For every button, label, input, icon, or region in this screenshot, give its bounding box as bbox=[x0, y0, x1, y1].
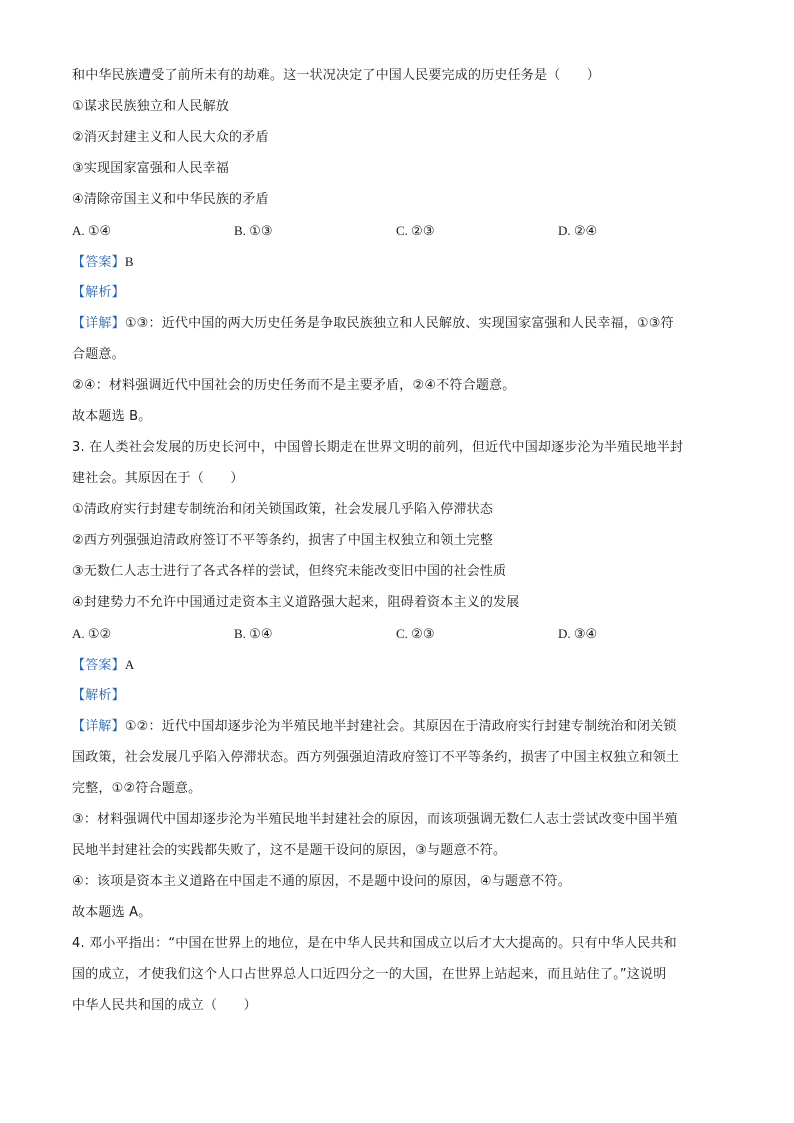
q2-item-4: ④清除帝国主义和中华民族的矛盾 bbox=[72, 192, 269, 207]
q2-option-b: B. ①③ bbox=[234, 223, 273, 238]
q3-stem-line-1: 3. 在人类社会发展的历史长河中，中国曾长期走在世界文明的前列，但近代中国却逐步沦为半殖民地半封 bbox=[72, 440, 684, 455]
q3-detail-line-2: 国政策，社会发展几乎陷入停滞状态。西方列强强迫清政府签订不平等条约，损害了中国主权独立和领土 bbox=[72, 750, 680, 765]
q3-answer bbox=[72, 649, 722, 680]
answer-value: A bbox=[124, 657, 135, 672]
q3-option-b: B. ①④ bbox=[234, 626, 273, 641]
q3-item-4: ④封建势力不允许中国通过走资本主义道路强大起来，阻碍着资本主义的发展 bbox=[72, 595, 520, 610]
detail-text: ①③：近代中国的两大历史任务是争取民族独立和人民解放、实现国家富强和人民幸福，①③符 bbox=[124, 316, 674, 331]
q2-detail-line-4: 故本题选 B。 bbox=[72, 409, 152, 424]
q3-option-a: A. ①② bbox=[72, 626, 112, 641]
q3-item-1: ①清政府实行封建专制统治和闭关锁国政策，社会发展几乎陷入停滞状态 bbox=[72, 502, 494, 517]
q2-option-a: A. ①④ bbox=[72, 223, 112, 238]
document-page bbox=[72, 60, 722, 1021]
analysis-tag: 【解析】 bbox=[72, 688, 125, 703]
q4-stem-line-3: 中华人民共和国的成立（ ） bbox=[72, 998, 257, 1013]
q3-item-2: ②西方列强强迫清政府签订不平等条约，损害了中国主权独立和领土完整 bbox=[72, 533, 494, 548]
q2-item-1: ①谋求民族独立和人民解放 bbox=[72, 99, 230, 114]
q2-stem-continuation: 和中华民族遭受了前所未有的劫难。这一状况决定了中国人民要完成的历史任务是（ ） bbox=[72, 68, 601, 83]
q3-detail-line-7: 故本题选 A。 bbox=[72, 905, 152, 920]
q2-answer bbox=[72, 246, 722, 277]
q3-detail-line-1 bbox=[72, 711, 722, 742]
q2-item-2: ②消灭封建主义和人民大众的矛盾 bbox=[72, 130, 269, 145]
answer-tag: 【答案】 bbox=[72, 658, 125, 673]
detail-text: ①②：近代中国却逐步沦为半殖民地半封建社会。其原因在于清政府实行封建专制统治和闭关锁 bbox=[124, 719, 677, 734]
q2-item-3: ③实现国家富强和人民幸福 bbox=[72, 161, 230, 176]
q3-stem-line-2: 建社会。其原因在于（ ） bbox=[72, 471, 244, 486]
q4-stem-line-1: 4. 邓小平指出：“中国在世界上的地位，是在中华人民共和国成立以后才大大提高的。只有中华人民共和 bbox=[72, 936, 677, 951]
q2-option-c: C. ②③ bbox=[396, 223, 435, 238]
q3-option-d: D. ③④ bbox=[558, 626, 598, 641]
q4-stem-line-2: 国的成立，才使我们这个人口占世界总人口近四分之一的大国，在世界上站起来，而且站住了。”这说明 bbox=[72, 967, 667, 982]
q3-detail-line-6: ④：该项是资本主义道路在中国走不通的原因，不是题中设问的原因，④与题意不符。 bbox=[72, 874, 571, 889]
q2-detail-line-1 bbox=[72, 308, 722, 339]
q2-options bbox=[72, 215, 722, 246]
answer-tag: 【答案】 bbox=[72, 255, 125, 270]
q2-detail-line-2: 合题意。 bbox=[72, 347, 125, 362]
analysis-tag: 【解析】 bbox=[72, 285, 125, 300]
q2-detail-line-3: ②④：材料强调近代中国社会的历史任务而不是主要矛盾，②④不符合题意。 bbox=[72, 378, 516, 393]
answer-value: B bbox=[124, 254, 134, 269]
q2-option-d: D. ②④ bbox=[558, 223, 598, 238]
detail-tag: 【详解】 bbox=[72, 719, 125, 734]
detail-tag: 【详解】 bbox=[72, 316, 125, 331]
q3-detail-line-4: ③：材料强调代中国却逐步沦为半殖民地半封建社会的原因，而该项强调无数仁人志士尝试改变中国半殖 bbox=[72, 812, 678, 827]
q3-detail-line-5: 民地半封建社会的实践都失败了，这不是题干设问的原因，③与题意不符。 bbox=[72, 843, 507, 858]
q3-options bbox=[72, 618, 722, 649]
q3-detail-line-3: 完整，①②符合题意。 bbox=[72, 781, 202, 796]
q3-item-3: ③无数仁人志士进行了各式各样的尝试，但终究未能改变旧中国的社会性质 bbox=[72, 564, 507, 579]
q3-option-c: C. ②③ bbox=[396, 626, 435, 641]
q3-analysis bbox=[72, 680, 722, 711]
q2-analysis bbox=[72, 277, 722, 308]
